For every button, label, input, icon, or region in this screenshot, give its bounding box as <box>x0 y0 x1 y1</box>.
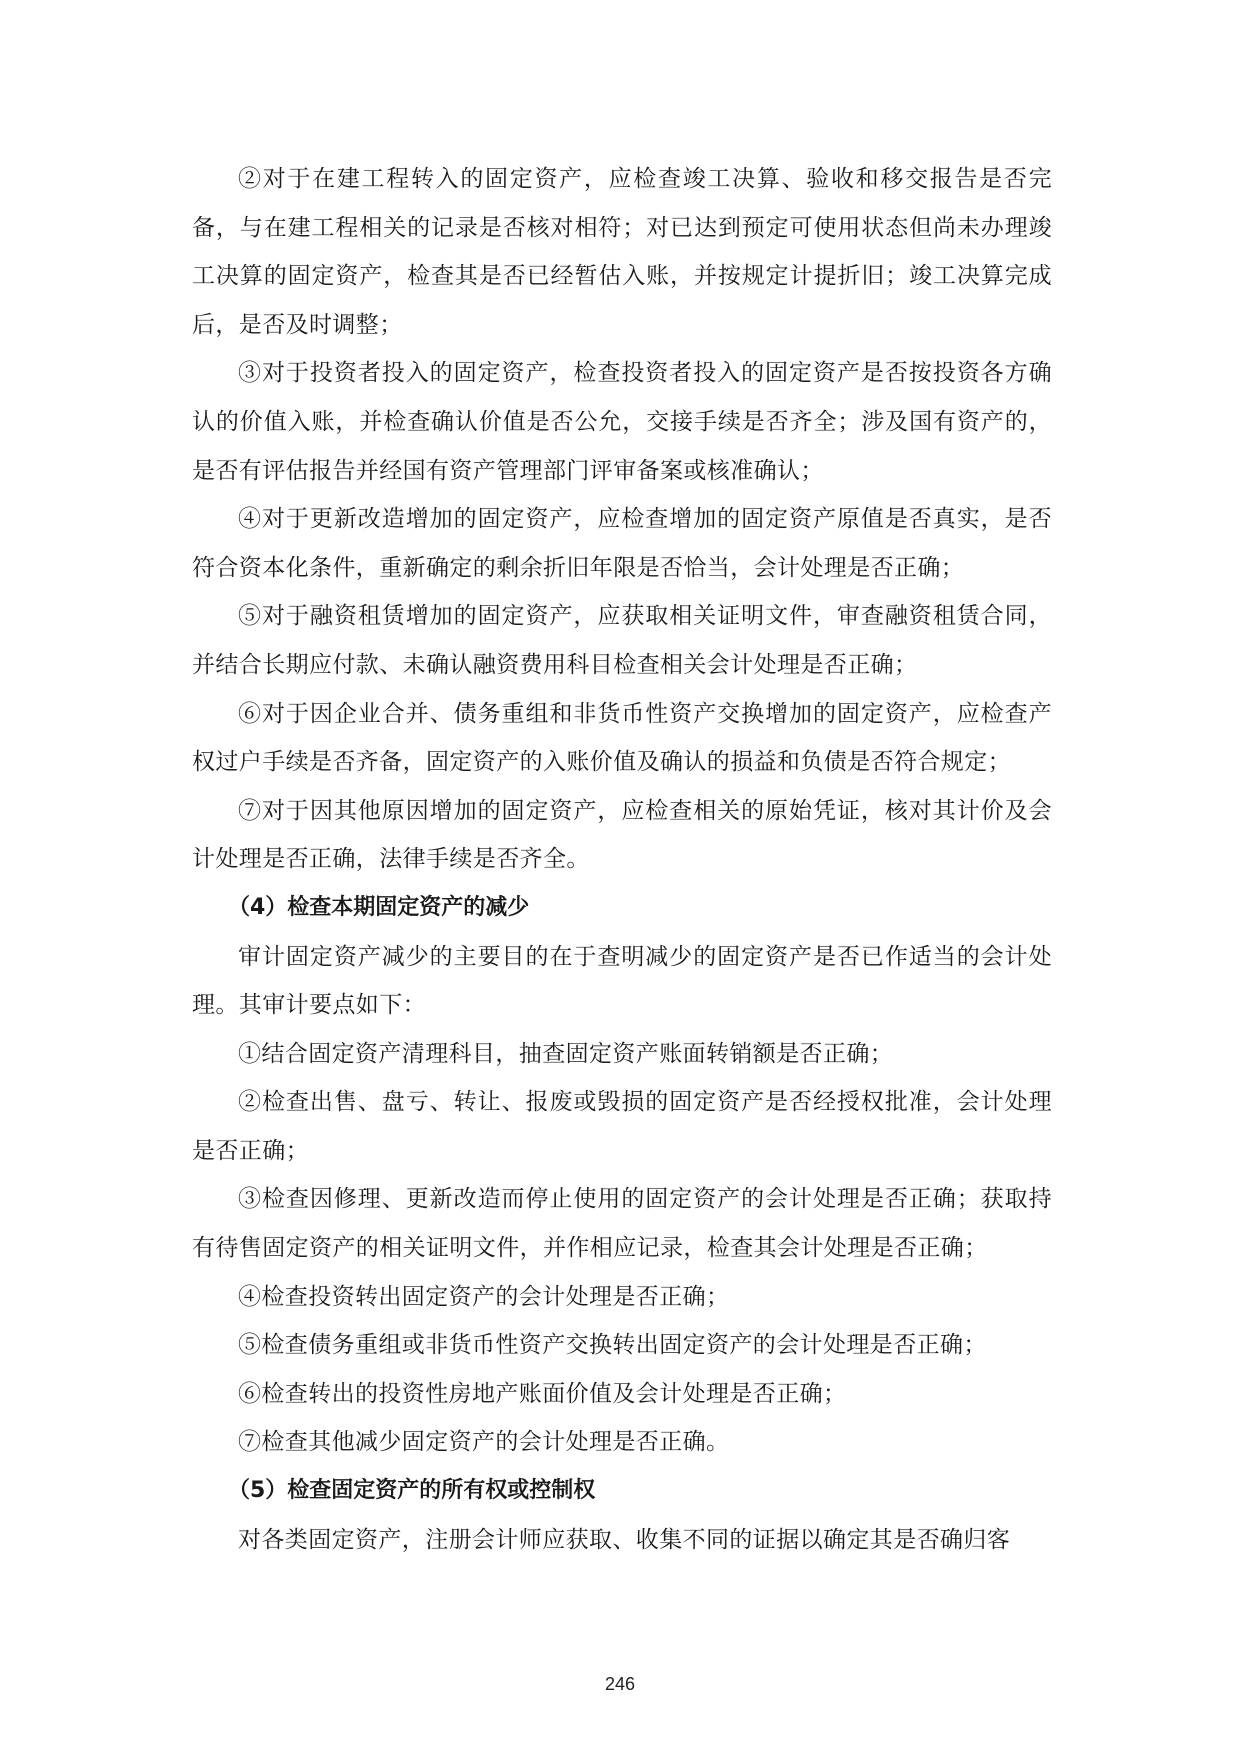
paragraph-decrease-purpose: 审计固定资产减少的主要目的在于查明减少的固定资产是否已作适当的会计处理。其审计要点如下： <box>192 943 1052 1019</box>
paragraph-investor-contribution: ③对于投资者投入的固定资产，检查投资者投入的固定资产是否按投资各方确认的价值入账，并检查确认价值是否公允，交接手续是否齐全；涉及国有资产的，是否有评估报告并经国有资产管理部门评审备案或核准确认； <box>192 360 1052 484</box>
paragraph-other-increase: ⑦对于因其他原因增加的固定资产，应检查相关的原始凭证，核对其计价及会计处理是否正确，法律手续是否齐全。 <box>192 797 1052 873</box>
paragraph-decrease-item-1: ①结合固定资产清理科目，抽查固定资产账面转销额是否正确； <box>238 1040 894 1067</box>
paragraph-decrease-item-2: ②检查出售、盘亏、转让、报废或毁损的固定资产是否经授权批准，会计处理是否正确； <box>192 1089 1052 1164</box>
page-body <box>192 155 1052 1564</box>
paragraph-decrease-item-7: ⑦检查其他减少固定资产的会计处理是否正确。 <box>238 1429 730 1456</box>
paragraph-finance-lease: ⑤对于融资租赁增加的固定资产，应获取相关证明文件，审查融资租赁合同，并结合长期应付款、未确认融资费用科目检查相关会计处理是否正确； <box>192 603 1052 678</box>
paragraph-renovation: ④对于更新改造增加的固定资产，应检查增加的固定资产原值是否真实，是否符合资本化条件，重新确定的剩余折旧年限是否恰当，会计处理是否正确； <box>192 506 1052 581</box>
section-heading-decrease: （4）检查本期固定资产的减少 <box>228 894 530 920</box>
paragraph-ownership-intro: 对各类固定资产，注册会计师应获取、收集不同的证据以确定其是否确归客 <box>238 1526 1011 1553</box>
paragraph-merger-restructuring: ⑥对于因企业合并、债务重组和非货币性资产交换增加的固定资产，应检查产权过户手续是否齐备，固定资产的入账价值及确认的损益和负债是否符合规定； <box>192 700 1052 776</box>
paragraph-decrease-item-4: ④检查投资转出固定资产的会计处理是否正确； <box>238 1283 730 1310</box>
paragraph-decrease-item-3: ③检查因修理、更新改造而停止使用的固定资产的会计处理是否正确；获取持有待售固定资产的相关证明文件，并作相应记录，检查其会计处理是否正确； <box>192 1186 1052 1262</box>
paragraph-decrease-item-6: ⑥检查转出的投资性房地产账面价值及会计处理是否正确； <box>238 1380 847 1407</box>
paragraph-decrease-item-5: ⑤检查债务重组或非货币性资产交换转出固定资产的会计处理是否正确； <box>238 1332 987 1359</box>
section-heading-ownership: （5）检查固定资产的所有权或控制权 <box>228 1478 596 1504</box>
page-number: 246 <box>604 1674 636 1694</box>
paragraph-construction-transfer: ②对于在建工程转入的固定资产，应检查竣工决算、验收和移交报告是否完备，与在建工程相关的记录是否核对相符；对已达到预定可使用状态但尚未办理竣工决算的固定资产，检查其是否已经暂估入账，并按规定计提折旧；竣工决算完成后，是否及时调整； <box>192 166 1052 338</box>
